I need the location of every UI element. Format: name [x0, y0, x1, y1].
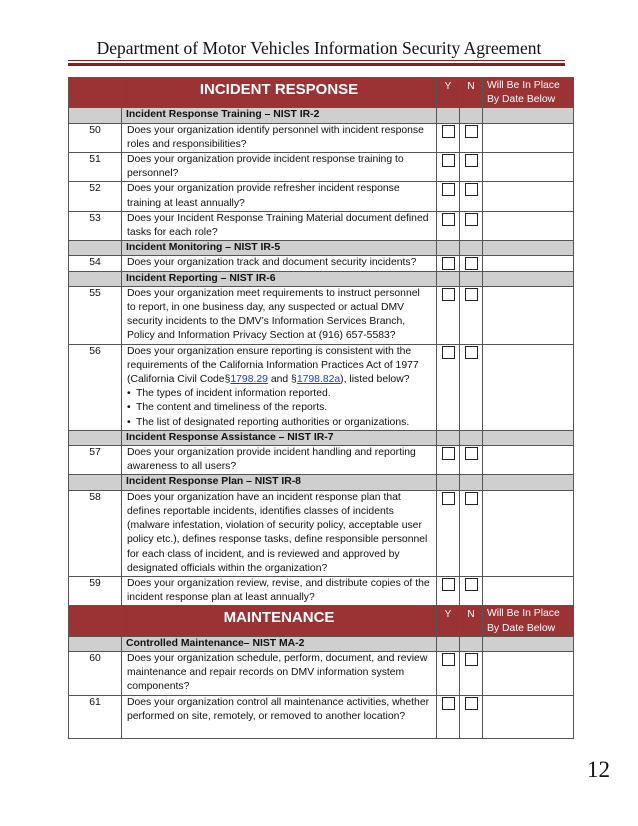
no-checkbox[interactable]: [465, 578, 478, 591]
no-checkbox[interactable]: [465, 346, 478, 359]
question-text: Does your Incident Response Training Material document defined tasks for each role?: [122, 211, 437, 240]
page-title: Department of Motor Vehicles Information Security Agreement: [96, 38, 542, 58]
question-number: 60: [69, 651, 122, 695]
section-header-maintenance: [69, 606, 574, 636]
subhead-row: [69, 636, 574, 651]
section-title: MAINTENANCE: [122, 606, 437, 636]
question-row: [69, 153, 574, 182]
question-row: [69, 695, 574, 738]
no-checkbox[interactable]: [465, 183, 478, 196]
question-text: Does your organization control all maintenance activities, whether performed on site, remotely, or removed to another location?: [122, 695, 437, 738]
question-row: [69, 651, 574, 695]
bullet-item: • The content and timeliness of the reports.: [127, 401, 431, 415]
question-number: 61: [69, 695, 122, 738]
will-be-in-place-cell[interactable]: [483, 211, 574, 240]
col-header-n: N: [460, 606, 483, 636]
question-row: [69, 576, 574, 605]
question-text-part: Does your organization ensure reporting is consistent with the requirements of the California Information Practices Act of 1977 (California Civil Code§: [127, 345, 419, 386]
question-row: [69, 123, 574, 152]
will-be-in-place-cell[interactable]: [483, 286, 574, 344]
subhead-row: [69, 271, 574, 286]
yes-checkbox[interactable]: [442, 125, 455, 138]
title-rule-thick: [68, 63, 565, 66]
section-num-cell: [69, 78, 122, 108]
yes-checkbox[interactable]: [442, 578, 455, 591]
no-checkbox[interactable]: [465, 154, 478, 167]
yes-checkbox[interactable]: [442, 697, 455, 710]
no-checkbox[interactable]: [465, 697, 478, 710]
question-text: Does your organization provide incident response training to personnel?: [122, 153, 437, 182]
no-checkbox[interactable]: [465, 257, 478, 270]
question-row: [69, 211, 574, 240]
question-row: [69, 490, 574, 576]
yes-checkbox[interactable]: [442, 288, 455, 301]
question-text: Does your organization provide refresher incident response training at least annually?: [122, 182, 437, 211]
no-checkbox[interactable]: [465, 125, 478, 138]
question-number: 57: [69, 446, 122, 475]
no-checkbox[interactable]: [465, 213, 478, 226]
section-num-cell: [69, 606, 122, 636]
yes-checkbox[interactable]: [442, 213, 455, 226]
subhead-row: [69, 475, 574, 490]
col-header-will-be: Will Be In Place By Date Below: [483, 78, 574, 108]
question-text: [122, 344, 437, 430]
question-text: Does your organization have an incident response plan that defines reportable incidents, identifies classes of incidents (malware infestation, violation of security policy, acceptable user policy etc.), defines response tasks, define responsible personnel for each class of incident, and is reviewed and approved by designated officials within the organization?: [122, 490, 437, 576]
question-text: Does your organization schedule, perform, document, and review maintenance and repair records on DMV information system components?: [122, 651, 437, 695]
question-number: 52: [69, 182, 122, 211]
subhead-label: Incident Monitoring – NIST IR-5: [122, 241, 437, 256]
yes-checkbox[interactable]: [442, 492, 455, 505]
yes-checkbox[interactable]: [442, 653, 455, 666]
question-number: 59: [69, 576, 122, 605]
yes-checkbox[interactable]: [442, 447, 455, 460]
question-text: Does your organization provide incident handling and reporting awareness to all users?: [122, 446, 437, 475]
will-be-in-place-cell[interactable]: [483, 651, 574, 695]
no-checkbox[interactable]: [465, 288, 478, 301]
subhead-row: [69, 241, 574, 256]
question-number: 56: [69, 344, 122, 430]
no-checkbox[interactable]: [465, 492, 478, 505]
question-text: Does your organization review, revise, and distribute copies of the incident response plan at least annually?: [122, 576, 437, 605]
col-header-y: Y: [437, 78, 460, 108]
title-rule: [68, 60, 565, 61]
will-be-in-place-cell[interactable]: [483, 344, 574, 430]
will-be-in-place-cell[interactable]: [483, 576, 574, 605]
question-text-part: ), listed below?: [340, 374, 410, 386]
subhead-label: Incident Reporting – NIST IR-6: [122, 271, 437, 286]
will-be-in-place-cell[interactable]: [483, 256, 574, 271]
civil-code-link-1798-82a[interactable]: 1798.82a: [296, 374, 341, 386]
yes-checkbox[interactable]: [442, 346, 455, 359]
question-row: [69, 446, 574, 475]
yes-checkbox[interactable]: [442, 183, 455, 196]
will-be-in-place-cell[interactable]: [483, 490, 574, 576]
question-number: 50: [69, 123, 122, 152]
will-be-in-place-cell[interactable]: [483, 446, 574, 475]
question-number: 51: [69, 153, 122, 182]
subhead-label: Controlled Maintenance– NIST MA-2: [122, 636, 437, 651]
col-header-will-be: Will Be In Place By Date Below: [483, 606, 574, 636]
will-be-in-place-cell[interactable]: [483, 153, 574, 182]
subhead-label: Incident Response Plan – NIST IR-8: [122, 475, 437, 490]
col-header-y: Y: [437, 606, 460, 636]
question-text: Does your organization identify personnel with incident response roles and responsibilities?: [122, 123, 437, 152]
question-number: 58: [69, 490, 122, 576]
subhead-label: Incident Response Assistance – NIST IR-7: [122, 430, 437, 445]
will-be-in-place-cell[interactable]: [483, 695, 574, 738]
civil-code-link-1798-29[interactable]: 1798.29: [230, 374, 268, 386]
subhead-label: Incident Response Training – NIST IR-2: [122, 108, 437, 123]
subhead-row: [69, 108, 574, 123]
question-text-part: and §: [267, 374, 297, 386]
no-checkbox[interactable]: [465, 653, 478, 666]
question-text: Does your organization meet requirements to instruct personnel to report, in one business day, any suspected or actual DMV security incidents to the DMV’s Information Services Branch, Policy and Information Privacy Section at (916) 657-5583?: [122, 286, 437, 344]
bullet-item: • The list of designated reporting authorities or organizations.: [127, 416, 431, 430]
yes-checkbox[interactable]: [442, 154, 455, 167]
yes-checkbox[interactable]: [442, 257, 455, 270]
question-number: 53: [69, 211, 122, 240]
section-title: INCIDENT RESPONSE: [122, 78, 437, 108]
will-be-in-place-cell[interactable]: [483, 182, 574, 211]
bullet-item: • The types of incident information reported.: [127, 387, 431, 401]
question-number: 55: [69, 286, 122, 344]
question-row: [69, 182, 574, 211]
col-header-n: N: [460, 78, 483, 108]
question-row: [69, 286, 574, 344]
question-row: [69, 344, 574, 430]
page-number: 12: [587, 757, 610, 782]
will-be-in-place-cell[interactable]: [483, 123, 574, 152]
subhead-row: [69, 430, 574, 445]
checklist-table: [68, 77, 574, 739]
question-row: [69, 256, 574, 271]
question-text: Does your organization track and document security incidents?: [122, 256, 437, 271]
question-number: 54: [69, 256, 122, 271]
section-header-incident-response: [69, 78, 574, 108]
no-checkbox[interactable]: [465, 447, 478, 460]
